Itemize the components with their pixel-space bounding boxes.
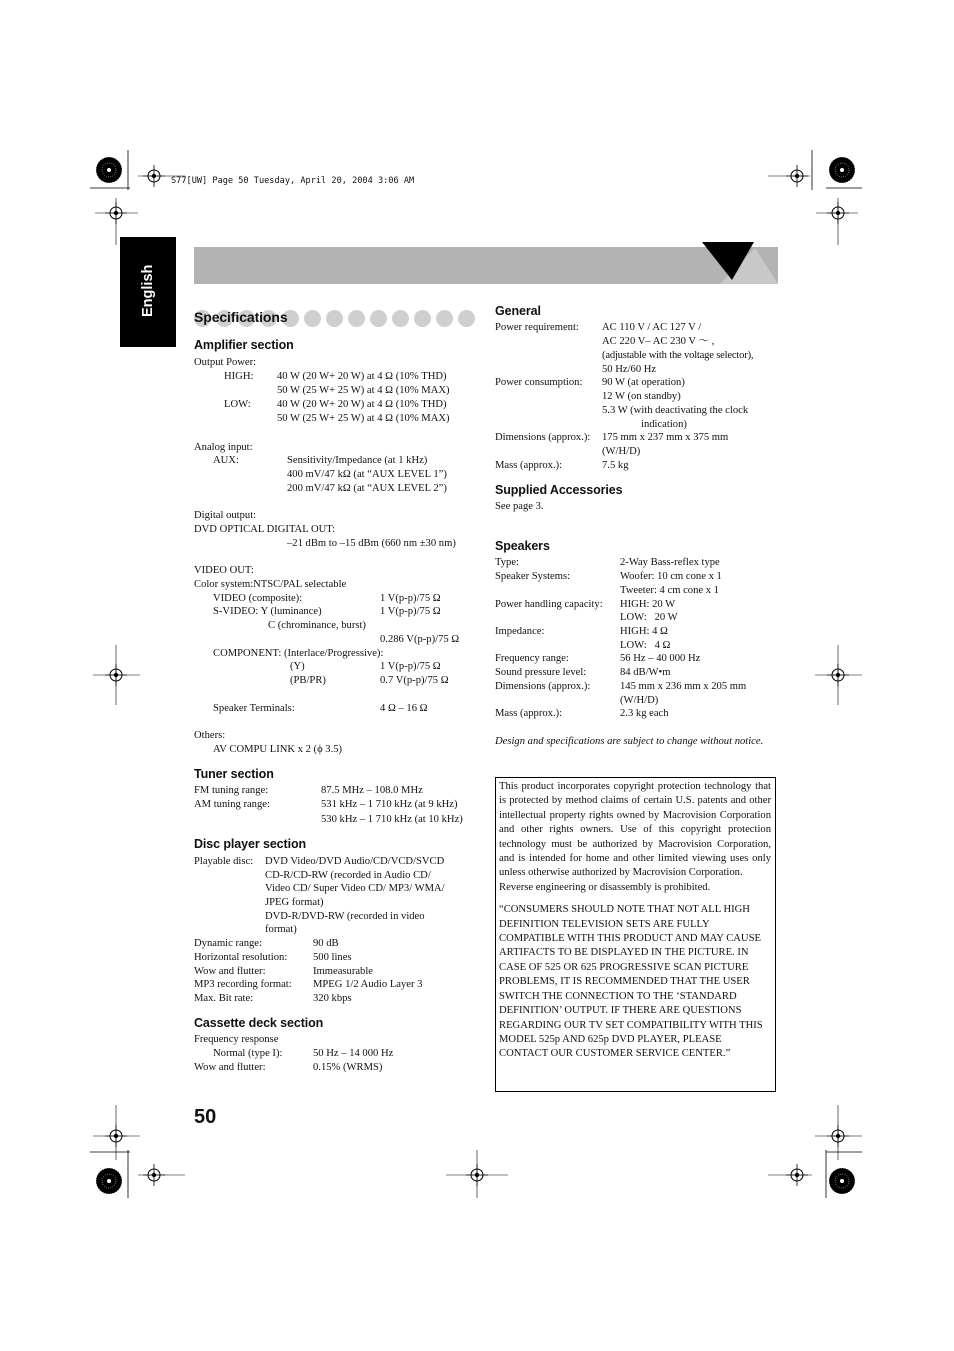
playable-disc-label: Playable disc:	[194, 856, 254, 867]
av-compu-link: AV COMPU LINK x 2 (ϕ 3.5)	[213, 744, 343, 755]
playable-disc-3: Video CD/ Super Video CD/ MP3/ WMA/	[265, 883, 445, 894]
mass-label: Mass (approx.):	[495, 460, 563, 471]
file-header: S77[UW] Page 50 Tuesday, April 20, 2004 3:06 AM	[171, 176, 415, 186]
frequency-range-label: Frequency range:	[495, 653, 569, 664]
high-label: HIGH:	[224, 371, 254, 382]
cassette-normal-label: Normal (type I):	[213, 1048, 283, 1059]
aux-value-2: 400 mV/47 kΩ (at “AUX LEVEL 1”)	[287, 469, 447, 480]
speaker-terminals-label: Speaker Terminals:	[213, 703, 295, 714]
header-bar	[194, 247, 778, 284]
power-consumption-3: 5.3 W (with deactivating the clock	[602, 405, 749, 416]
chrominance-value: 0.286 V(p-p)/75 Ω	[380, 634, 460, 645]
cassette-wow-value: 0.15% (WRMS)	[313, 1062, 383, 1073]
component-label: COMPONENT: (Interlace/Progressive):	[213, 648, 384, 659]
digital-output-label: Digital output:	[194, 510, 257, 521]
playable-disc-2: CD-R/CD-RW (recorded in Audio CD/	[265, 870, 431, 881]
power-requirement-1: AC 110 V / AC 127 V /	[602, 322, 702, 333]
power-handling-2: LOW: 20 W	[620, 612, 678, 623]
language-tab-label: English	[140, 264, 156, 317]
am-value-2: 530 kHz – 1 710 kHz (at 10 kHz)	[321, 814, 463, 825]
disc-heading: Disc player section	[194, 837, 307, 851]
chrominance-label: C (chrominance, burst)	[268, 620, 366, 631]
playable-disc-5: DVD-R/DVD-RW (recorded in video	[265, 911, 425, 922]
component-pbpr-value: 0.7 V(p-p)/75 Ω	[380, 675, 449, 686]
spl-value: 84 dB/W•m	[620, 667, 671, 678]
bitrate-value: 320 kbps	[313, 993, 352, 1004]
video-composite-label: VIDEO (composite):	[213, 593, 303, 604]
bitrate-label: Max. Bit rate:	[194, 993, 254, 1004]
speaker-type-label: Type:	[495, 557, 519, 568]
low-value-2: 50 W (25 W+ 25 W) at 4 Ω (10% MAX)	[277, 413, 450, 424]
corner-triangle-icon	[700, 240, 780, 286]
component-y-value: 1 V(p-p)/75 Ω	[380, 661, 441, 672]
analog-input-label: Analog input:	[194, 442, 253, 453]
copyright-paragraph: This product incorporates copyright protection technology that is protected by method claims of certain U.S. patents and other intellectual property rights owned by Macrovision Corporation and other rights owners. Use of this copyright protection technology must be authorized by Macrovision Corporation, and is intended for home and other limited viewing uses only unless otherwise authorized by Macrovision Corporation.	[499, 781, 771, 879]
high-value-2: 50 W (25 W+ 25 W) at 4 Ω (10% MAX)	[277, 385, 450, 396]
color-system: Color system:NTSC/PAL selectable	[194, 579, 347, 590]
amplifier-heading: Amplifier section	[194, 338, 294, 352]
dvd-optical-value: –21 dBm to –15 dBm (660 nm ±30 nm)	[287, 538, 456, 549]
aux-value-3: 200 mV/47 kΩ (at “AUX LEVEL 2”)	[287, 483, 447, 494]
component-pbpr-label: (PB/PR)	[290, 675, 326, 686]
speakers-heading: Speakers	[495, 539, 550, 553]
speaker-dimensions-label: Dimensions (approx.):	[495, 681, 591, 692]
speaker-systems-2: Tweeter: 4 cm cone x 1	[620, 585, 719, 596]
impedance-2: LOW: 4 Ω	[620, 640, 671, 651]
speaker-dimensions-2: (W/H/D)	[620, 695, 659, 706]
video-composite-value: 1 V(p-p)/75 Ω	[380, 593, 441, 604]
power-requirement-2: AC 220 V– AC 230 V ～ ,	[602, 336, 715, 347]
video-out-label: VIDEO OUT:	[194, 565, 254, 576]
speaker-dimensions-1: 145 mm x 236 mm x 205 mm	[620, 681, 747, 692]
impedance-label: Impedance:	[495, 626, 545, 637]
speaker-terminals-value: 4 Ω – 16 Ω	[380, 703, 428, 714]
horizontal-resolution-value: 500 lines	[313, 952, 352, 963]
general-heading: General	[495, 304, 541, 318]
fm-label: FM tuning range:	[194, 785, 269, 796]
dimensions-value-1: 175 mm x 237 mm x 375 mm	[602, 432, 729, 443]
mp3-format-value: MPEG 1/2 Audio Layer 3	[313, 979, 423, 990]
cassette-wow-label: Wow and flutter:	[194, 1062, 266, 1073]
power-handling-1: HIGH: 20 W	[620, 599, 676, 610]
power-consumption-2: 12 W (on standby)	[602, 391, 681, 402]
copyright-notice-box	[495, 777, 776, 1092]
power-consumption-1: 90 W (at operation)	[602, 377, 685, 388]
speaker-systems-1: Woofer: 10 cm cone x 1	[620, 571, 722, 582]
am-value-1: 531 kHz – 1 710 kHz (at 9 kHz)	[321, 799, 458, 810]
low-label: LOW:	[224, 399, 251, 410]
svideo-label: S-VIDEO: Y (luminance)	[213, 606, 322, 617]
playable-disc-4: JPEG format)	[265, 897, 324, 908]
tuner-heading: Tuner section	[194, 767, 274, 781]
speaker-systems-label: Speaker Systems:	[495, 571, 571, 582]
output-power-label: Output Power:	[194, 357, 257, 368]
speaker-mass-value: 2.3 kg each	[620, 708, 669, 719]
speaker-mass-label: Mass (approx.):	[495, 708, 563, 719]
cassette-freq-label: Frequency response	[194, 1034, 279, 1045]
dimensions-label: Dimensions (approx.):	[495, 432, 591, 443]
low-value-1: 40 W (20 W+ 20 W) at 4 Ω (10% THD)	[277, 399, 447, 410]
component-y-label: (Y)	[290, 661, 305, 672]
disc-wow-value: Immeasurable	[313, 966, 374, 977]
frequency-range-value: 56 Hz – 40 000 Hz	[620, 653, 701, 664]
power-handling-label: Power handling capacity:	[495, 599, 603, 610]
am-label: AM tuning range:	[194, 799, 270, 810]
impedance-1: HIGH: 4 Ω	[620, 626, 668, 637]
accessories-heading: Supplied Accessories	[495, 483, 623, 497]
dynamic-range-value: 90 dB	[313, 938, 339, 949]
hdtv-notice-paragraph: “CONSUMERS SHOULD NOTE THAT NOT ALL HIGH DEFINITION TELEVISION SETS ARE FULLY COMPATIBLE WITH THIS PRODUCT AND MAY CAUSE ARTIFACTS TO BE DISPLAYED IN THE PICTURE. IN CASE OF 525 OR 625 PROGRESSIVE SCAN PICTURE PROBLEMS, IT IS RECOMMENDED THAT THE USER SWITCH THE CONNECTION TO THE ‘STANDARD DEFINITION’ OUTPUT. IF THERE ARE QUESTIONS REGARDING OUR TV SET COMPATIBILITY WITH THIS MODEL 525p AND 625p DVD PLAYER, PLEASE CONTACT OUR CUSTOMER SERVICE CENTER.”	[499, 904, 763, 1060]
cassette-heading: Cassette deck section	[194, 1016, 324, 1030]
page-title: Specifications	[194, 309, 288, 325]
aux-label: AUX:	[213, 455, 239, 466]
cassette-normal-value: 50 Hz – 14 000 Hz	[313, 1048, 394, 1059]
aux-value-1: Sensitivity/Impedance (at 1 kHz)	[287, 455, 428, 466]
high-value-1: 40 W (20 W+ 20 W) at 4 Ω (10% THD)	[277, 371, 447, 382]
page-number: 50	[194, 1106, 217, 1128]
dimensions-value-2: (W/H/D)	[602, 446, 641, 457]
power-consumption-4: indication)	[641, 419, 687, 430]
language-tab	[120, 237, 176, 347]
spl-label: Sound pressure level:	[495, 667, 587, 678]
change-notice: Design and specifications are subject to change without notice.	[495, 736, 764, 747]
accessories-text: See page 3.	[495, 501, 544, 512]
playable-disc-6: format)	[265, 924, 297, 935]
svideo-value: 1 V(p-p)/75 Ω	[380, 606, 441, 617]
power-requirement-3: (adjustable with the voltage selector),	[602, 350, 754, 361]
fm-value: 87.5 MHz – 108.0 MHz	[321, 785, 423, 796]
others-label: Others:	[194, 730, 226, 741]
power-requirement-label: Power requirement:	[495, 322, 579, 333]
mp3-format-label: MP3 recording format:	[194, 979, 292, 990]
disc-wow-label: Wow and flutter:	[194, 966, 266, 977]
reverse-engineering-paragraph: Reverse engineering or disassembly is prohibited.	[499, 881, 711, 893]
power-consumption-label: Power consumption:	[495, 377, 583, 388]
dynamic-range-label: Dynamic range:	[194, 938, 262, 949]
speaker-type-value: 2-Way Bass-reflex type	[620, 557, 720, 568]
power-requirement-4: 50 Hz/60 Hz	[602, 364, 657, 375]
dvd-optical-label: DVD OPTICAL DIGITAL OUT:	[194, 524, 336, 535]
horizontal-resolution-label: Horizontal resolution:	[194, 952, 288, 963]
mass-value: 7.5 kg	[602, 460, 629, 471]
playable-disc-1: DVD Video/DVD Audio/CD/VCD/SVCD	[265, 856, 445, 867]
